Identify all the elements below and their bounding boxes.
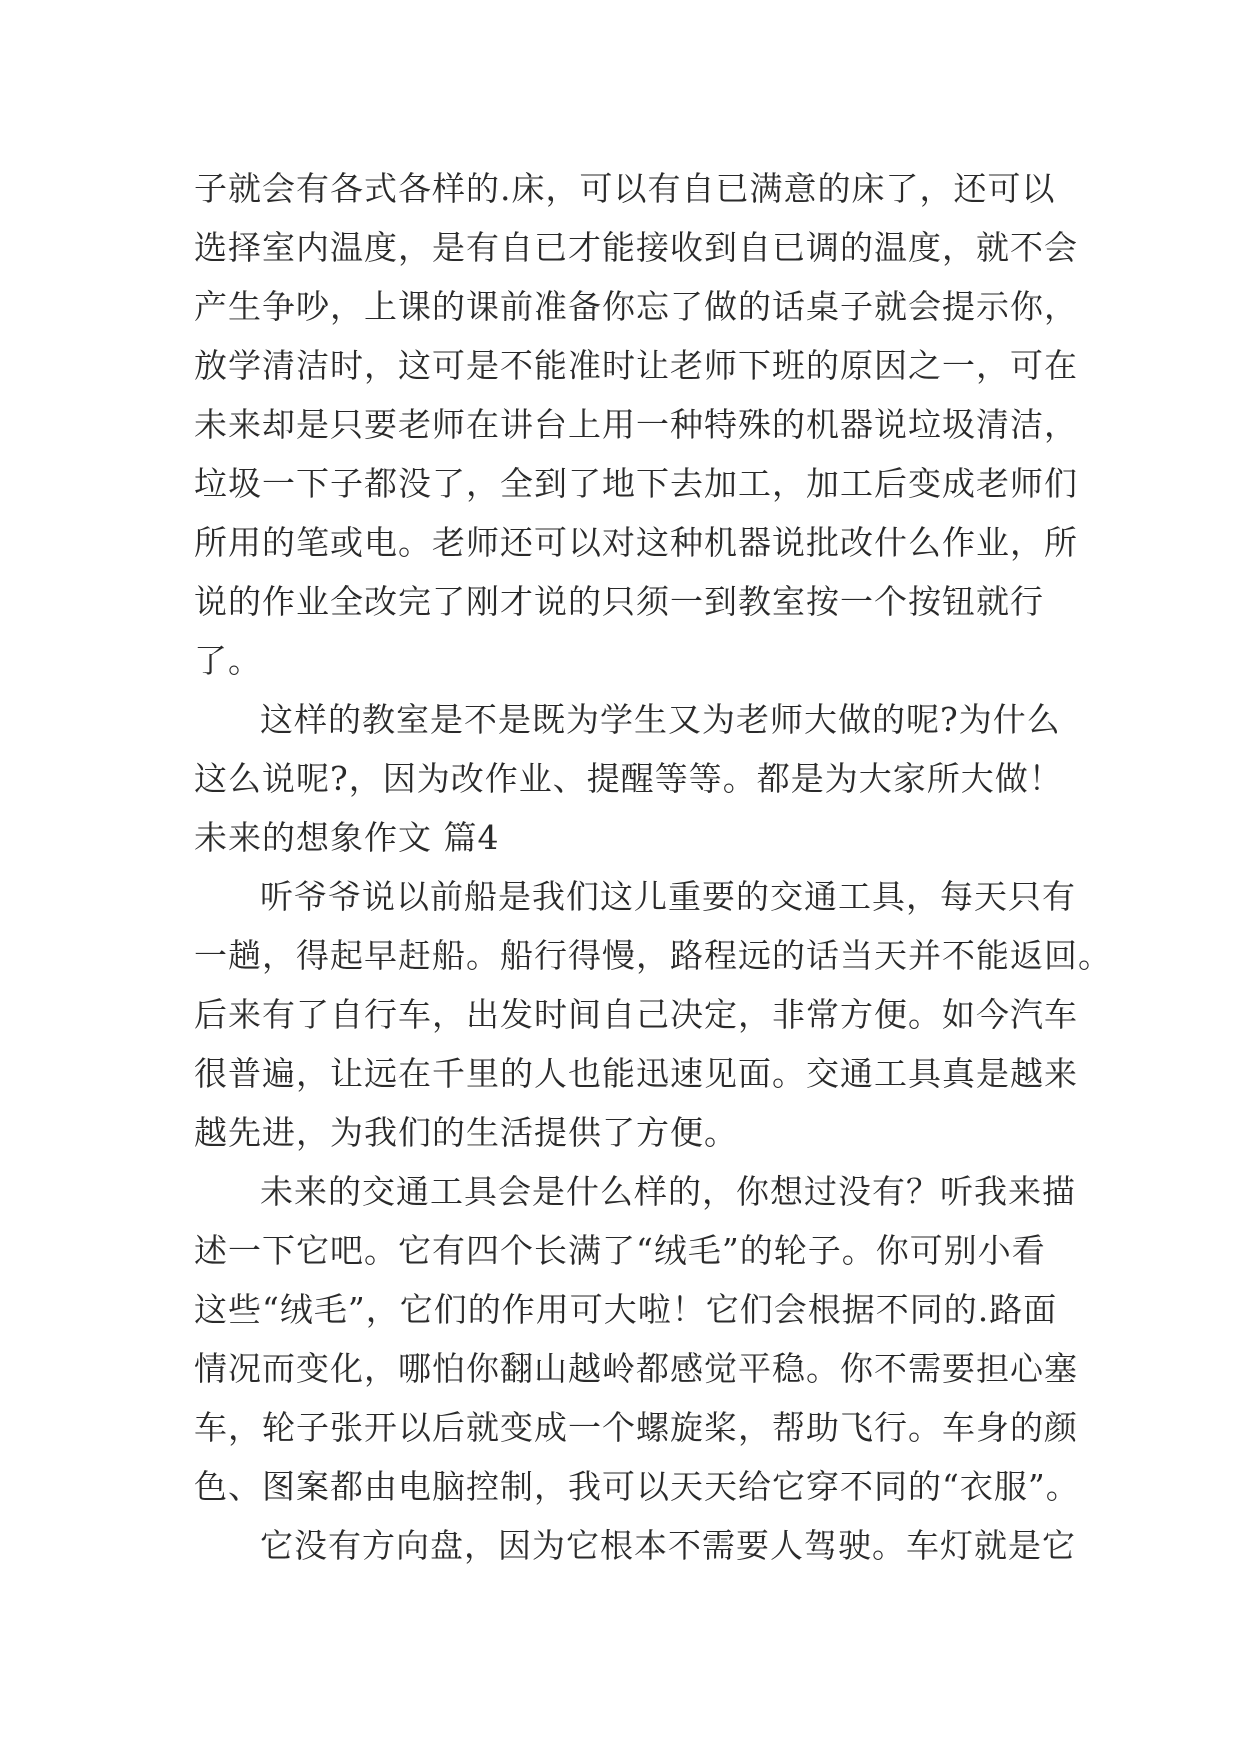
- text-line: 这么说呢?，因为改作业、提醒等等。都是为大家所大做！: [194, 759, 1063, 798]
- text-line: 越先进，为我们的生活提供了方便。: [194, 1113, 738, 1152]
- text-line: 未来却是只要老师在讲台上用一种特殊的机器说垃圾清洁，: [194, 405, 1078, 444]
- text-line: 车，轮子张开以后就变成一个螺旋桨，帮助飞行。车身的颜: [194, 1408, 1078, 1447]
- section-heading: 未来的想象作文 篇4: [194, 818, 500, 857]
- text-line: 色、图案都由电脑控制，我可以天天给它穿不同的“衣服”。: [194, 1467, 1080, 1506]
- document-body: [194, 159, 1112, 1575]
- text-line: 很普遍，让远在千里的人也能迅速见面。交通工具真是越来: [194, 1054, 1078, 1093]
- paragraph-first-line: 它没有方向盘，因为它根本不需要人驾驶。车灯就是它: [260, 1526, 1076, 1565]
- text-line: 所用的笔或电。老师还可以对这种机器说批改什么作业，所: [194, 523, 1078, 562]
- text-line: 选择室内温度，是有自已才能接收到自已调的温度，就不会: [194, 228, 1078, 267]
- text-line: 述一下它吧。它有四个长满了“绒毛”的轮子。你可别小看: [194, 1231, 1046, 1270]
- paragraph-first-line: 未来的交通工具会是什么样的，你想过没有？听我来描: [260, 1172, 1076, 1211]
- text-line: 说的作业全改完了刚才说的只须一到教室按一个按钮就行: [194, 582, 1044, 621]
- text-line: 了。: [194, 641, 262, 680]
- text-line: 一趟，得起早赶船。船行得慢，路程远的话当天并不能返回。: [194, 936, 1112, 975]
- text-line: 垃圾一下子都没了，全到了地下去加工，加工后变成老师们: [194, 464, 1078, 503]
- text-line: 产生争吵，上课的课前准备你忘了做的话桌子就会提示你，: [194, 287, 1078, 326]
- text-line: 子就会有各式各样的.床，可以有自已满意的床了，还可以: [194, 169, 1056, 208]
- text-line: 这些“绒毛”，它们的作用可大啦！它们会根据不同的.路面: [194, 1290, 1058, 1329]
- text-line: 放学清洁时，这可是不能准时让老师下班的原因之一，可在: [194, 346, 1078, 385]
- paragraph-first-line: 听爷爷说以前船是我们这儿重要的交通工具，每天只有: [260, 877, 1076, 916]
- text-line: 后来有了自行车，出发时间自己决定，非常方便。如今汽车: [194, 995, 1078, 1034]
- text-line: 情况而变化，哪怕你翻山越岭都感觉平稳。你不需要担心塞: [194, 1349, 1078, 1388]
- paragraph-first-line: 这样的教室是不是既为学生又为老师大做的呢?为什么: [260, 700, 1061, 739]
